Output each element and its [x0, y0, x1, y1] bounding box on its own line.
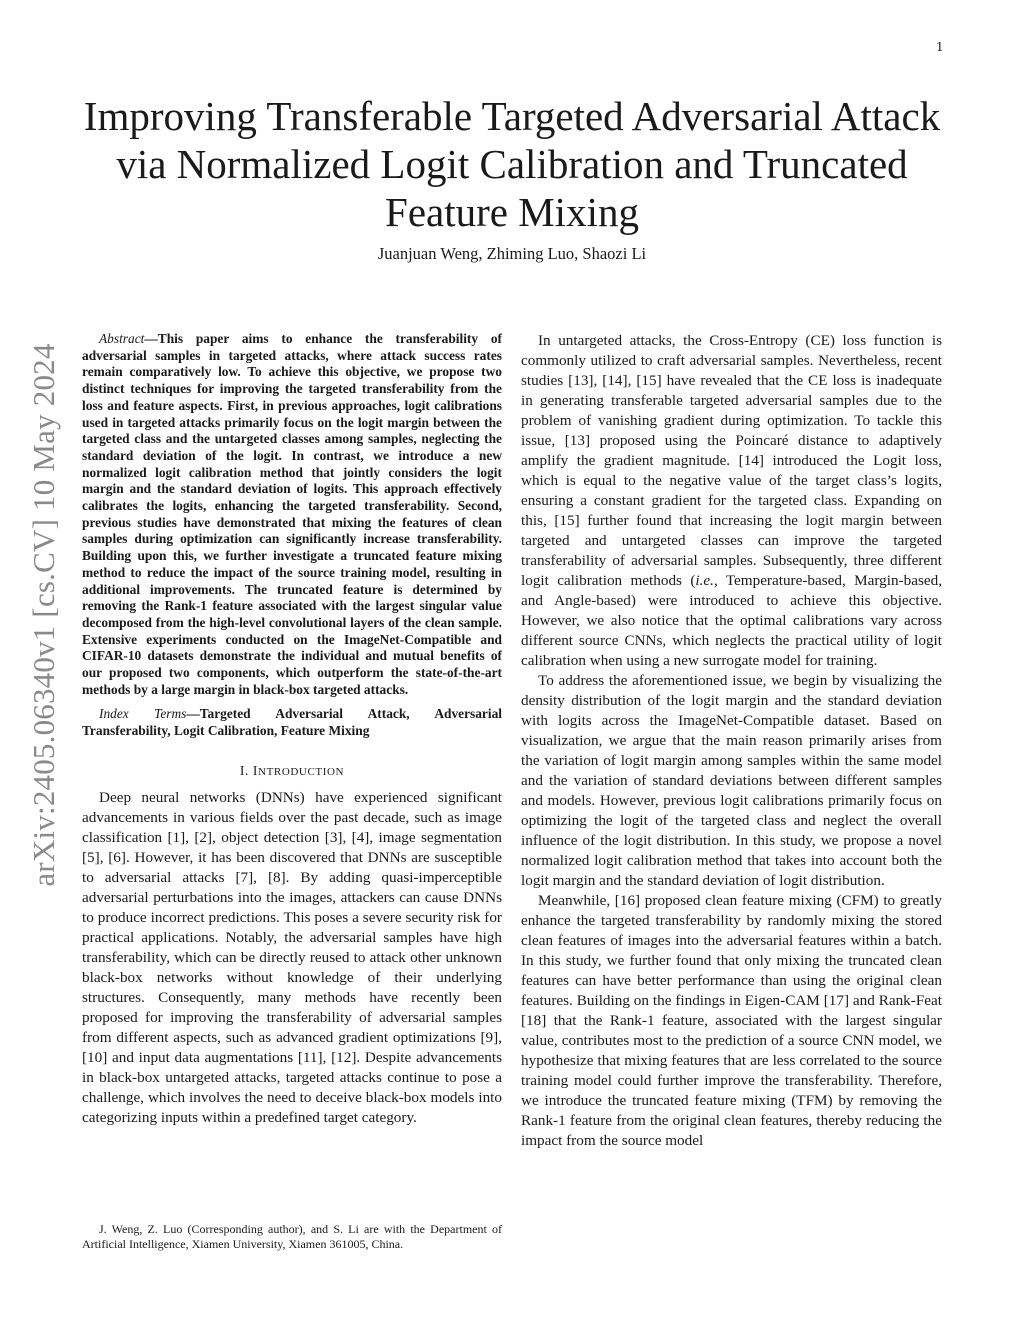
page-number: 1: [936, 40, 944, 54]
index-terms-text: —Targeted Adversarial Attack, Adversarial Transferability, Logit Calibration, Feature Mixing: [82, 706, 503, 739]
paper-title: Improving Transferable Targeted Adversarial Attack via Normalized Logit Calibration and Truncated Feature Mixing: [83, 93, 941, 235]
italic-ie: i.e.: [695, 572, 714, 589]
abstract: [82, 331, 502, 698]
abstract-text: —This paper aims to enhance the transferability of adversarial samples in targeted attacks, where attack success rates remain comparatively low. To achieve this objective, we propose two distinct techniques for improving the targeted transferability from the loss and feature aspects. First, in previous approaches, logit calibrations used in targeted attacks primarily focus on the logit margin between the targeted class and the untargeted classes among samples, neglecting the standard deviation of the logit. In contrast, we introduce a new normalized logit calibration method that jointly considers the logit margin and the standard deviation of logits. This approach effectively calibrates the logits, enhancing the targeted transferability. Second, previous studies have demonstrated that mixing the features of clean samples during optimization can significantly increase transferability. Building upon this, we further investigate a truncated feature mixing method to reduce the impact of the source training model, resulting in additional improvements. The truncated feature is determined by removing the Rank-1 feature associated with the largest singular value decomposed from the high-level convolutional layers of the clean sample. Extensive experiments conducted on the ImageNet-Compatible and CIFAR-10 datasets demonstrate the individual and mutual benefits of our proposed two components, which outperform the state-of-the-art methods by a large margin in black-box targeted attacks.: [82, 331, 502, 697]
paragraph-part: , Temperature-based, Margin-based, and Angle-based) were introduced to achieve this objective. However, we also notice that the optimal calibrations vary across different source CNNs, which neglects the practical utility of logit calibration when using a new surrogate model for training.: [521, 572, 943, 669]
arxiv-identifier-stamp[interactable]: arXiv:2405.06340v1 [cs.CV] 10 May 2024: [26, 343, 61, 887]
body-paragraph: Meanwhile, [16] proposed clean feature mixing (CFM) to greatly enhance the targeted transferability by randomly mixing the stored clean features of images into the adversarial features within a batch. In this study, we further found that only mixing the truncated clean features can have better performance than using the original clean features. Building on the findings in Eigen-CAM [17] and Rank-Feat [18] that the Rank-1 feature, associated with the largest singular value, contributes most to the prediction of a source CNN model, we hypothesize that mixing features that are less correlated to the source training model could further improve the transferability. Therefore, we introduce the truncated feature mixing (TFM) by removing the Rank-1 feature from the original clean features, thereby reducing the impact from the source model: [521, 892, 942, 1149]
body-paragraph: To address the aforementioned issue, we begin by visualizing the density distribution of the logit margin and the standard deviation with logits across the ImageNet-Compatible dataset. Based on visualization, we argue that the main reason primarily arises from the variation of logit margin among samples within the same model and the variation of standard deviations between different samples and models. However, previous logit calibrations primarily focus on optimizing the logit of the targeted class and neglect the overall influence of the logit distribution. In this study, we propose a novel normalized logit calibration method that takes into account both the logit margin and the standard deviation of logit distribution.: [521, 672, 942, 889]
body-paragraph: Deep neural networks (DNNs) have experienced significant advancements in various fields over the past decade, such as image classification [1], [2], object detection [3], [4], image segmentation [5], [6]. However, it has been discovered that DNNs are susceptible to adversarial attacks [7], [8]. By adding quasi-imperceptible adversarial perturbations into the images, attackers can cause DNNs to produce incorrect predictions. This poses a severe security risk for practical applications. Notably, the adversarial samples have high transferability, which can be directly reused to attack other unknown black-box networks without knowledge of their underlying structures. Consequently, many methods have recently been proposed for improving the transferability of adversarial samples from different aspects, such as advanced gradient optimizations [9], [10] and input data augmentations [11], [12]. Despite advancements in black-box untargeted attacks, targeted attacks continue to pose a challenge, which involves the need to deceive black-box models into categorizing inputs within a predefined target category.: [82, 788, 502, 1126]
section-heading-rest: NTRODUCTION: [258, 765, 345, 778]
right-column: [521, 331, 942, 1151]
paragraph-part: In untargeted attacks, the Cross-Entropy (CE) loss function is commonly utilized to craft adversarial samples. Nevertheless, recent studies [13], [14], [15] have revealed that the CE loss is inadequate in generating transferable targeted adversarial samples due to the problem of vanishing gradient during optimization. To tackle this issue, [13] proposed using the Poincaré distance to adaptively amplify the gradient magnitude. [14] introduced the Logit loss, which is equal to the negative value of the target class’s logits, ensuring a constant gradient for the targeted class. Expanding on this, [15] further found that increasing the logit margin between targeted and untargeted classes can improve the targeted transferability of adversarial samples. Subsequently, three different logit calibration methods (: [521, 332, 942, 589]
body-paragraph: [521, 331, 942, 671]
author-list: Juanjuan Weng, Zhiming Luo, Shaozi Li: [377, 244, 647, 263]
left-column: [82, 331, 502, 1128]
index-terms-lead: Index Terms: [99, 706, 187, 722]
section-heading-numeral: I. I: [239, 762, 259, 778]
affiliation-footnote: J. Weng, Z. Luo (Corresponding author), and S. Li are with the Department of Artificial Intelligence, Xiamen University, Xiamen 361005, China.: [82, 1222, 502, 1251]
abstract-lead: Abstract: [99, 331, 145, 346]
section-heading-introduction: [82, 761, 502, 782]
index-terms: [82, 706, 502, 739]
